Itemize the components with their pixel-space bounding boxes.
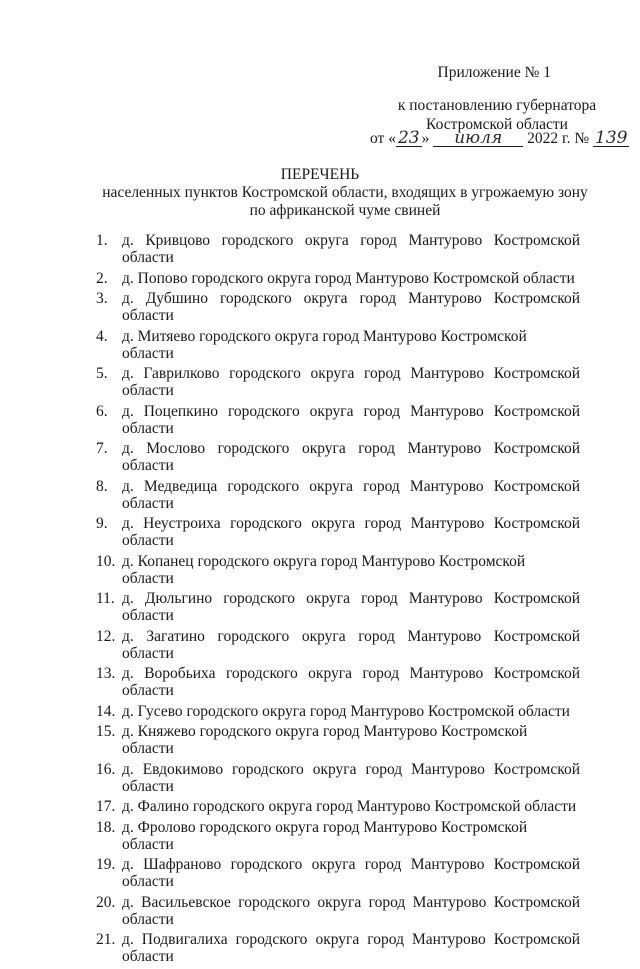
item-number: 21. bbox=[96, 931, 116, 948]
appendix-label: Приложение № 1 bbox=[437, 64, 551, 81]
list-item bbox=[96, 819, 580, 853]
item-number: 13. bbox=[96, 665, 116, 682]
list-item bbox=[96, 270, 580, 287]
item-text: д. Фалино городского округа город Мантурово Костромской области bbox=[122, 798, 577, 815]
document-title: ПЕРЕЧЕНЬ bbox=[280, 166, 360, 183]
list-item bbox=[96, 798, 580, 815]
date-day-handwritten: 23 bbox=[397, 128, 420, 148]
item-text: д. Шафраново городского округа город Мантурово Костромской области bbox=[122, 856, 580, 890]
item-number: 1. bbox=[96, 232, 108, 249]
list-item bbox=[96, 478, 580, 512]
item-number: 12. bbox=[96, 627, 116, 645]
item-number: 6. bbox=[96, 402, 108, 420]
item-text: д. Подвигалиха городского округа город Мантурово Костромской области bbox=[122, 931, 580, 965]
list-item bbox=[96, 440, 580, 474]
item-number: 3. bbox=[96, 290, 108, 307]
item-number: 15. bbox=[96, 723, 116, 740]
document-subtitle: населенных пунктов Костромской области, входящих в угрожаемую зону по африканской чуме свиней bbox=[102, 184, 588, 219]
item-text: д. Княжево городского округа город Мантурово Костромской области bbox=[122, 723, 528, 757]
item-number: 9. bbox=[96, 515, 108, 532]
item-number: 18. bbox=[96, 818, 116, 836]
item-number: 17. bbox=[96, 798, 116, 815]
list-item bbox=[96, 628, 580, 662]
resolution-date-line bbox=[370, 130, 629, 148]
list-item bbox=[96, 515, 580, 549]
list-item bbox=[96, 894, 580, 928]
resolution-number-handwritten: 139 bbox=[595, 128, 628, 148]
list-item bbox=[96, 290, 580, 324]
list-item bbox=[96, 761, 580, 795]
item-text: д. Поцепкино городского округа город Мантурово Костромской области bbox=[122, 402, 580, 437]
list-item bbox=[96, 590, 580, 624]
item-text: д. Неустроиха городского округа город Мантурово Костромской области bbox=[122, 515, 580, 549]
resolution-line: к постановлению губернатора bbox=[397, 97, 597, 114]
item-text: д. Кривцово городского округа город Мантурово Костромской области bbox=[122, 232, 580, 266]
item-number: 20. bbox=[96, 893, 116, 911]
item-text: д. Загатино городского округа город Мантурово Костромской области bbox=[122, 627, 580, 662]
list-item bbox=[96, 931, 580, 965]
item-number: 7. bbox=[96, 440, 108, 457]
list-item bbox=[96, 403, 580, 437]
list-item bbox=[96, 665, 580, 699]
item-text: д. Евдокимово городского округа город Мантурово Костромской области bbox=[122, 760, 580, 795]
item-number: 19. bbox=[96, 856, 116, 873]
settlements-list bbox=[96, 232, 580, 969]
date-quote-close: » bbox=[421, 130, 430, 147]
item-number: 2. bbox=[96, 269, 108, 287]
item-number: 16. bbox=[96, 760, 116, 778]
item-text: д. Гусево городского округа город Мантурово Костромской области bbox=[122, 702, 570, 720]
list-item bbox=[96, 856, 580, 890]
item-text: д. Мослово городского округа город Мантурово Костромской области bbox=[122, 440, 580, 474]
item-text: д. Васильевское городского округа город Мантурово Костромской области bbox=[122, 893, 580, 928]
date-year: 2022 г. № bbox=[527, 130, 590, 147]
item-text: д. Медведица городского округа город Мантурово Костромской области bbox=[122, 477, 580, 512]
item-number: 11. bbox=[96, 590, 115, 607]
list-item bbox=[96, 328, 580, 362]
item-number: 5. bbox=[96, 365, 108, 382]
list-item bbox=[96, 553, 580, 587]
resolution-region: Костромской области bbox=[426, 116, 568, 133]
list-item bbox=[96, 232, 580, 266]
list-item bbox=[96, 365, 580, 399]
item-number: 10. bbox=[96, 552, 116, 570]
item-text: д. Копанец городского округа город Мантурово Костромской области bbox=[122, 552, 526, 587]
date-month-handwritten: июля bbox=[433, 131, 523, 147]
item-text: д. Гаврилково городского округа город Мантурово Костромской области bbox=[122, 365, 580, 399]
item-text: д. Воробьиха городского округа город Мантурово Костромской области bbox=[122, 665, 580, 699]
item-number: 8. bbox=[96, 477, 108, 495]
list-item bbox=[96, 723, 580, 757]
item-text: д. Дюльгино городского округа город Мантурово Костромской области bbox=[122, 590, 580, 624]
item-number: 14. bbox=[96, 702, 116, 720]
list-item bbox=[96, 703, 580, 720]
item-text: д. Митяево городского округа город Мантурово Костромской области bbox=[122, 327, 527, 362]
item-number: 4. bbox=[96, 327, 108, 345]
item-text: д. Попово городского округа город Мантурово Костромской области bbox=[122, 269, 575, 287]
item-text: д. Дубшино городского округа город Мантурово Костромской области bbox=[122, 290, 580, 324]
item-text: д. Фролово городского округа город Мантурово Костромской области bbox=[122, 818, 528, 853]
date-prefix: от « bbox=[370, 130, 396, 147]
